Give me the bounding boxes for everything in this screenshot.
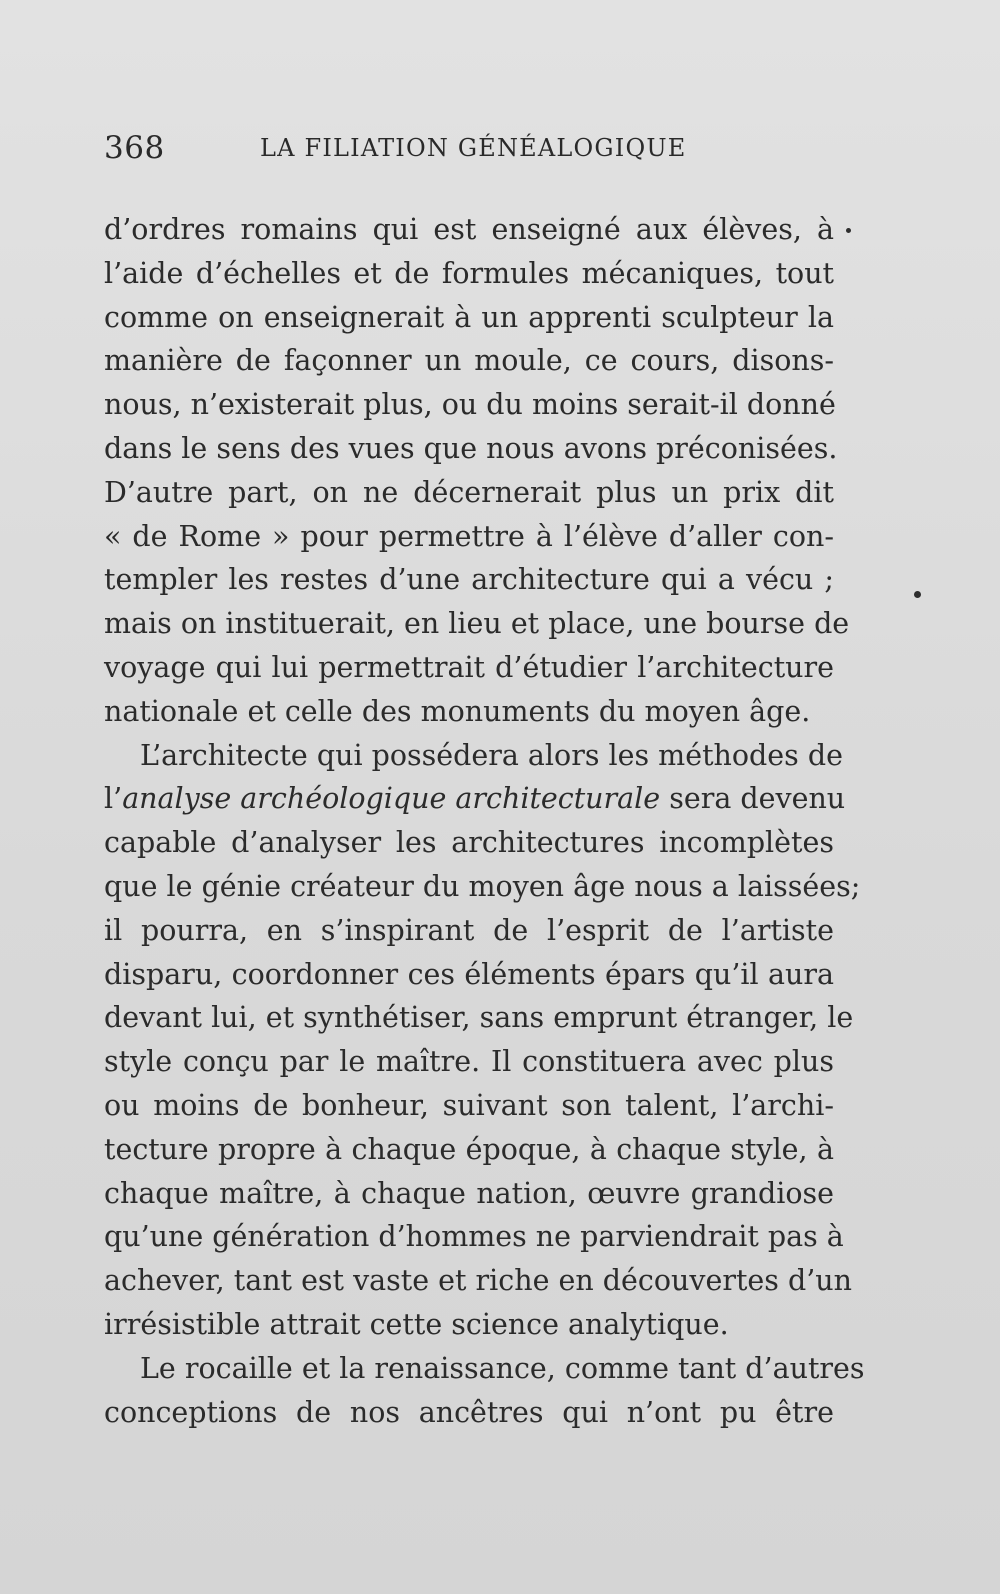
running-title: LA FILIATION GÉNÉALOGIQUE (260, 134, 687, 162)
text-line (104, 602, 850, 646)
page-number: 368 (104, 130, 165, 166)
text-segment: achever, tant est vaste et riche en découvertes d’un (104, 1264, 852, 1298)
text-line (104, 471, 834, 515)
text-segment: l’aide d’échelles et de formules mécaniques, tout (104, 256, 834, 290)
text-line (104, 558, 834, 602)
text-segment: « de Rome » pour permettre à l’élève d’aller con- (104, 519, 834, 553)
text-line (104, 1347, 865, 1391)
page-header (104, 130, 824, 180)
text-segment: mais on instituerait, en lieu et place, une bourse de (104, 607, 850, 641)
italic-text-segment: analyse archéologique architecturale (122, 782, 661, 816)
text-line (104, 909, 834, 953)
text-line (104, 1391, 834, 1435)
text-line (104, 296, 834, 340)
text-segment: voyage qui lui permettrait d’étudier l’architecture (104, 650, 834, 684)
text-line (104, 1259, 852, 1303)
text-segment: disparu, coordonner ces éléments épars qu’il aura (104, 957, 834, 991)
text-line (104, 383, 834, 427)
text-segment: sera devenu (660, 782, 846, 816)
text-segment: nationale et celle des monuments du moyen âge. (104, 694, 811, 728)
text-segment: style conçu par le maître. Il constituera avec plus (104, 1045, 834, 1079)
text-segment: comme on enseignerait à un apprenti sculpteur la (104, 300, 834, 334)
text-segment: qu’une génération d’hommes ne parviendrait pas à (104, 1220, 844, 1254)
text-line (104, 1040, 834, 1084)
text-line (104, 339, 834, 383)
body-text (104, 208, 865, 1434)
text-line (104, 1303, 834, 1347)
text-line (104, 953, 834, 997)
text-segment: dans le sens des vues que nous avons préconisées. (104, 431, 838, 465)
text-line (104, 1084, 834, 1128)
text-segment: chaque maître, à chaque nation, œuvre grandiose (104, 1176, 834, 1210)
text-segment: capable d’analyser les architectures incomplètes (104, 826, 834, 860)
ink-speck (914, 591, 921, 598)
text-line (104, 515, 834, 559)
text-segment: ou moins de bonheur, suivant son talent, l’archi- (104, 1088, 834, 1122)
text-segment: d’ordres romains qui est enseigné aux élèves, à (104, 213, 834, 246)
text-line (104, 208, 834, 252)
text-segment: L’architecte qui possédera alors les méthodes de (140, 738, 843, 772)
text-segment: que le génie créateur du moyen âge nous a laissées; (104, 869, 861, 903)
text-line (104, 1128, 834, 1172)
text-segment: tecture propre à chaque époque, à chaque style, à (104, 1132, 834, 1166)
text-line (104, 252, 834, 296)
text-line (104, 1215, 844, 1259)
text-line (104, 646, 834, 690)
text-line (104, 865, 861, 909)
text-segment: D’autre part, on ne décernerait plus un prix dit (104, 475, 834, 509)
text-segment: Le rocaille et la renaissance, comme tant d’autres (140, 1351, 865, 1385)
text-line (104, 777, 846, 821)
text-line (104, 427, 838, 471)
text-line (104, 1172, 834, 1216)
text-segment: nous, n’existerait plus, ou du moins serait-il donné (104, 388, 836, 422)
text-segment: il pourra, en s’inspirant de l’esprit de l’artiste (104, 913, 834, 947)
text-segment: irrésistible attrait cette science analytique. (104, 1307, 729, 1341)
text-line (104, 996, 854, 1040)
text-segment: devant lui, et synthétiser, sans emprunt étranger, le (104, 1001, 854, 1035)
text-segment: l’ (104, 782, 123, 816)
ink-speck (846, 228, 851, 233)
text-segment: conceptions de nos ancêtres qui n’ont pu être (104, 1395, 834, 1429)
text-line (104, 734, 843, 778)
text-line (104, 690, 834, 734)
text-segment: manière de façonner un moule, ce cours, disons- (104, 344, 834, 378)
text-line (104, 821, 834, 865)
text-segment: templer les restes d’une architecture qui a vécu ; (104, 563, 834, 597)
